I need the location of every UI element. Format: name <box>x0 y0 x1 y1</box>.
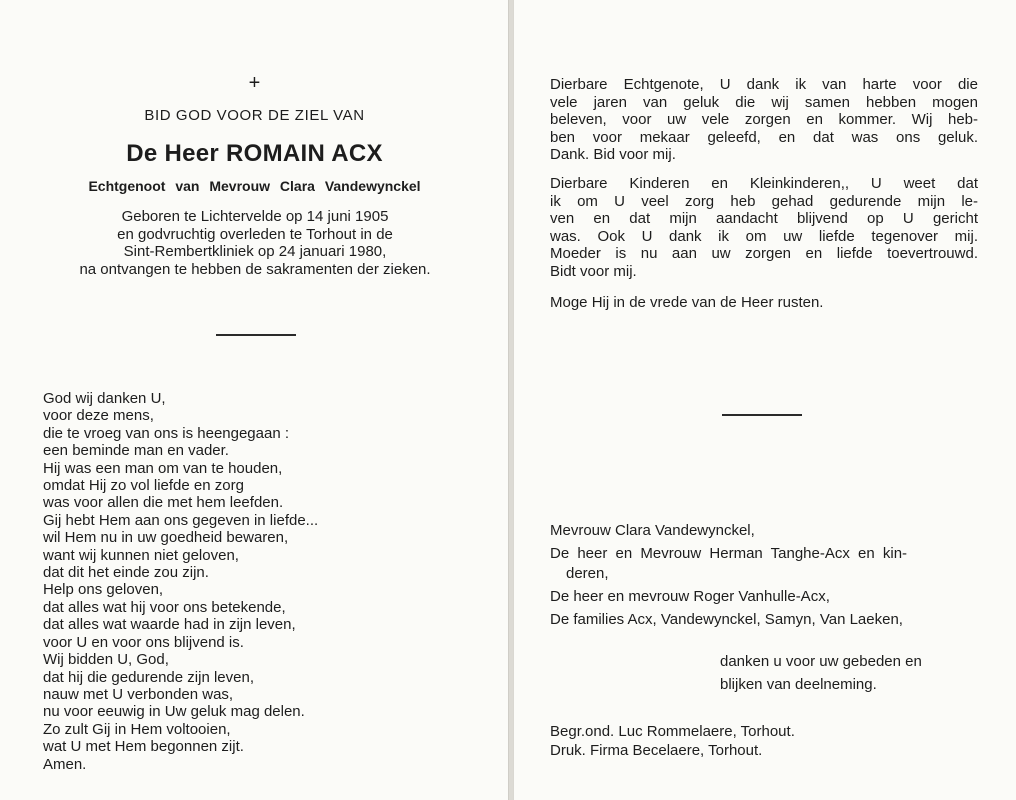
family-entry <box>550 521 978 541</box>
family-entry <box>550 544 978 584</box>
poem-line: die te vroeg van ons is heengegaan : <box>43 424 290 442</box>
credit-line: Druk. Firma Becelaere, Torhout. <box>550 742 763 759</box>
cross-symbol: + <box>248 72 261 94</box>
rest-in-peace-line <box>550 294 978 312</box>
poem-line: wat U met Hem begonnen zijt. <box>43 738 244 756</box>
text-line: ik om U veel zorg heb gehad gedurende mijn le- <box>550 192 978 210</box>
family-entry <box>550 587 978 607</box>
spouse-line: Echtgenoot van Mevrouw Clara Vandewynckel <box>88 178 421 194</box>
text-line: Dank. Bid voor mij. <box>550 146 676 163</box>
bio-line: en godvruchtig overleden te Torhout in de <box>117 225 393 243</box>
biography <box>20 208 490 278</box>
family-line: De families Acx, Vandewynckel, Samyn, Van Laeken, <box>550 611 903 628</box>
poem-line: Help ons geloven, <box>43 581 164 599</box>
prayer-heading: BID GOD VOOR DE ZIEL VAN <box>144 107 365 124</box>
thanks-line: blijken van deelneming. <box>720 676 877 693</box>
divider-right <box>722 414 802 416</box>
poem-line: voor deze mens, <box>43 407 154 425</box>
family-line: De heer en mevrouw Roger Vanhulle-Acx, <box>550 588 830 605</box>
text-line: was. Ook U dank ik om uw liefde tegenover mij. <box>550 227 978 245</box>
poem-line: omdat Hij zo vol liefde en zorg <box>43 477 244 495</box>
family-line: Mevrouw Clara Vandewynckel, <box>550 522 755 539</box>
text-line: ben voor mekaar geleefd, en dat was ons geluk. <box>550 128 978 146</box>
text-line: beleven, voor uw vele zorgen en kommer. Wij heb- <box>550 111 978 128</box>
message-to-children <box>550 175 978 280</box>
deceased-name: De Heer ROMAIN ACX <box>126 140 383 167</box>
poem-line: wil Hem nu in uw goedheid bewaren, <box>43 529 289 547</box>
text-line: Dierbare Echtgenote, U dank ik van harte voor die <box>550 76 978 93</box>
bio-line: Sint-Rembertkliniek op 24 januari 1980, <box>123 243 387 260</box>
text-line: Moge Hij in de vrede van de Heer rusten. <box>550 294 824 311</box>
printer-credits <box>550 722 795 760</box>
poem-line: een beminde man en vader. <box>43 442 229 460</box>
poem-line: dat alles wat waarde had in zijn leven, <box>43 616 296 634</box>
family-list <box>550 521 978 633</box>
credit-line: Begr.ond. Luc Rommelaere, Torhout. <box>550 723 795 740</box>
poem-line: dat dit het einde zou zijn. <box>43 564 209 582</box>
poem-line: Gij hebt Hem aan ons gegeven in liefde... <box>43 511 319 529</box>
bio-line: Geboren te Lichtervelde op 14 juni 1905 <box>121 208 389 225</box>
family-entry <box>550 610 978 630</box>
text-line: Moeder is nu aan uw zorgen en liefde toevertrouwd. <box>550 245 978 262</box>
poem-line: nu voor eeuwig in Uw geluk mag delen. <box>43 703 305 721</box>
poem-line: Hij was een man om van te houden, <box>43 459 283 477</box>
poem-line: Wij bidden U, God, <box>43 651 169 669</box>
text-line: vele jaren van geluk die wij samen hebben mogen <box>550 93 978 111</box>
text-line: ven en dat mijn aandacht blijvend op U gericht <box>550 210 978 227</box>
poem-line: Amen. <box>43 755 87 773</box>
message-to-wife <box>550 76 978 164</box>
thanks-note <box>720 650 922 696</box>
family-line: De heer en Mevrouw Herman Tanghe-Acx en kin- <box>550 545 908 562</box>
poem-line: dat alles wat hij voor ons betekende, <box>43 598 286 616</box>
poem-line: voor U en voor ons blijvend is. <box>43 633 244 651</box>
poem-line: want wij kunnen niet geloven, <box>43 546 239 564</box>
family-line: deren, <box>566 565 609 582</box>
poem-line: nauw met U verbonden was, <box>43 685 234 703</box>
poem-line: was voor allen die met hem leefden. <box>43 494 284 512</box>
poem-line: dat hij die gedurende zijn leven, <box>43 668 254 686</box>
poem-line: God wij danken U, <box>43 390 166 407</box>
poem-line: Zo zult Gij in Hem voltooien, <box>43 720 231 738</box>
divider-left <box>216 334 296 336</box>
bio-line: na ontvangen te hebben de sakramenten der zieken. <box>79 260 431 278</box>
text-line: Dierbare Kinderen en Kleinkinderen,, U weet dat <box>550 175 978 192</box>
text-line: Bidt voor mij. <box>550 262 637 280</box>
thanks-line: danken u voor uw gebeden en <box>720 653 922 670</box>
prayer-poem <box>43 390 318 773</box>
